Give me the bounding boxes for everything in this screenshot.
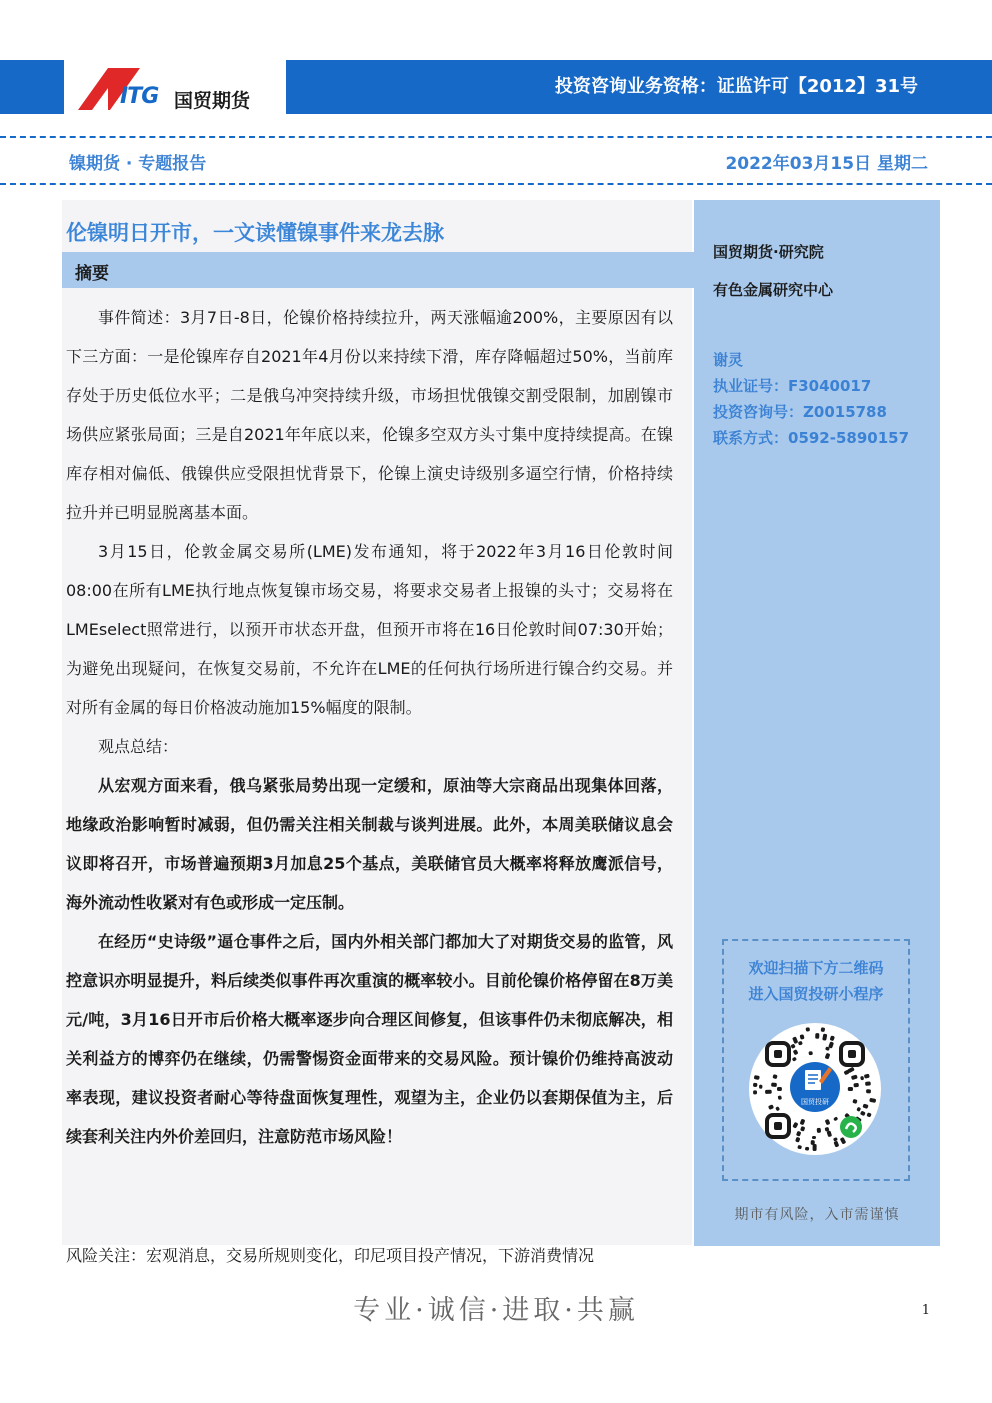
qr-module	[765, 1090, 772, 1094]
qr-caption	[724, 955, 908, 1007]
risk-warning: 期市有风险，入市需谨慎	[734, 1207, 900, 1223]
article-body	[66, 298, 673, 1156]
abstract-label: 摘要	[75, 264, 109, 284]
qr-module	[777, 1087, 782, 1091]
sidebar-org	[713, 233, 833, 309]
paragraph-lme-notice: 3月15日，伦敦金属交易所(LME)发布通知，将于2022年3月16日伦敦时间08:00在所有LME执行地点恢复镍市场交易，将要求交易者上报镍的头寸；交易将在LMEselect照常进行，以预开市状态开盘，但预开市将在16日伦敦时间07:30开始；为避免出现疑问，在恢复交易前，不允许在LME的任何执行场所进行镍合约交易。并对所有金属的每日价格波动施加15%幅度的限制。	[66, 542, 673, 717]
qr-module	[813, 1144, 817, 1151]
company-name: 国贸期货	[174, 90, 251, 112]
research-center: 有色金属研究中心	[713, 281, 834, 299]
qr-module	[753, 1090, 757, 1094]
qr-module	[812, 1136, 816, 1139]
page-number: 1	[921, 1303, 930, 1318]
report-type: 镍期货 · 专题报告	[69, 154, 207, 174]
report-date: 2022年03月15日 星期二	[725, 154, 928, 174]
institute-name: 国贸期货·研究院	[713, 243, 824, 261]
paragraph-macro-view: 从宏观方面来看，俄乌紧张局势出现一定缓和，原油等大宗商品出现集体回落，地缘政治影响暂时减弱，但仍需关注相关制裁与谈判进展。此外，本周美联储议息会议即将召开，市场普遍预期3月加息25个基点，美联储官员大概率将释放鹰派信号，海外流动性收紧对有色或形成一定压制。	[66, 776, 673, 912]
qr-center-label: 国贸投研	[801, 1098, 829, 1106]
header-divider-bottom	[0, 183, 992, 185]
qr-module	[848, 1087, 853, 1091]
mini-program-icon	[840, 1116, 862, 1138]
qr-module	[853, 1083, 859, 1087]
qr-module	[865, 1081, 871, 1086]
qr-module	[753, 1083, 757, 1087]
analyst-contact: 联系方式：0592-5890157	[713, 429, 910, 447]
paragraph-market-outlook: 在经历“史诗级”逼仓事件之后，国内外相关部门都加大了对期货交易的监管，风控意识亦明显提升，料后续类似事件再次重演的概率较小。目前伦镍价格停留在8万美元/吨，3月16日开市后价格大概率逐步向合理区间修复，但该事件仍未彻底解决，相关利益方的博弈仍在继续，仍需警惕资金面带来的交易风险。预计镍价仍维持高波动率表现，建议投资者耐心等待盘面恢复理性，观望为主，企业仍以套期保值为主，后续套利关注内外价差回归，注意防范市场风险！	[66, 932, 673, 1146]
qr-module	[866, 1089, 871, 1093]
abstract-section-bar	[62, 252, 694, 288]
qr-caption-line2: 进入国贸投研小程序	[748, 985, 884, 1003]
footer-slogan: 专业·诚信·进取·共赢	[353, 1295, 639, 1326]
paragraph-event-summary: 事件简述：3月7日-8日，伦镍价格持续拉升，两天涨幅逾200%，主要原因有以下三方面：一是伦镍库存自2021年4月份以来持续下滑，库存降幅超过50%，当前库存处于历史低位水平；二是俄乌冲突持续升级，市场担忧俄镍交割受限制，加剧镍市场供应紧张局面；三是自2021年年底以来，伦镍多空双方头寸集中度持续提高。在镍库存相对偏低、俄镍供应受限担忧背景下，伦镍上演史诗级别多逼空行情，价格持续拉升并已明显脱离基本面。	[66, 308, 673, 522]
analyst-advisory-id: 投资咨询号：Z0015788	[713, 403, 887, 421]
qr-module	[771, 1083, 777, 1088]
header-divider-top	[0, 136, 992, 138]
qr-code-icon[interactable]	[747, 1021, 883, 1157]
paragraph-view-heading: 观点总结：	[98, 737, 179, 756]
qr-module	[817, 1128, 821, 1133]
article-title: 伦镍明日开市，一文读懂镍事件来龙去脉	[66, 221, 444, 245]
logo-text: ITG	[120, 84, 159, 109]
qr-caption-line1: 欢迎扫描下方二维码	[748, 959, 884, 977]
risk-attention: 风险关注：宏观消息，交易所规则变化，印尼项目投产情况，下游消费情况	[66, 1246, 595, 1265]
analyst-cert: 执业证号：F3040017	[713, 377, 872, 395]
license-text: 投资咨询业务资格：证监许可【2012】31号	[554, 76, 918, 97]
qr-module	[759, 1085, 762, 1089]
analyst-name: 谢灵	[713, 351, 744, 369]
analyst-info	[713, 347, 909, 451]
qr-module	[815, 1033, 819, 1039]
